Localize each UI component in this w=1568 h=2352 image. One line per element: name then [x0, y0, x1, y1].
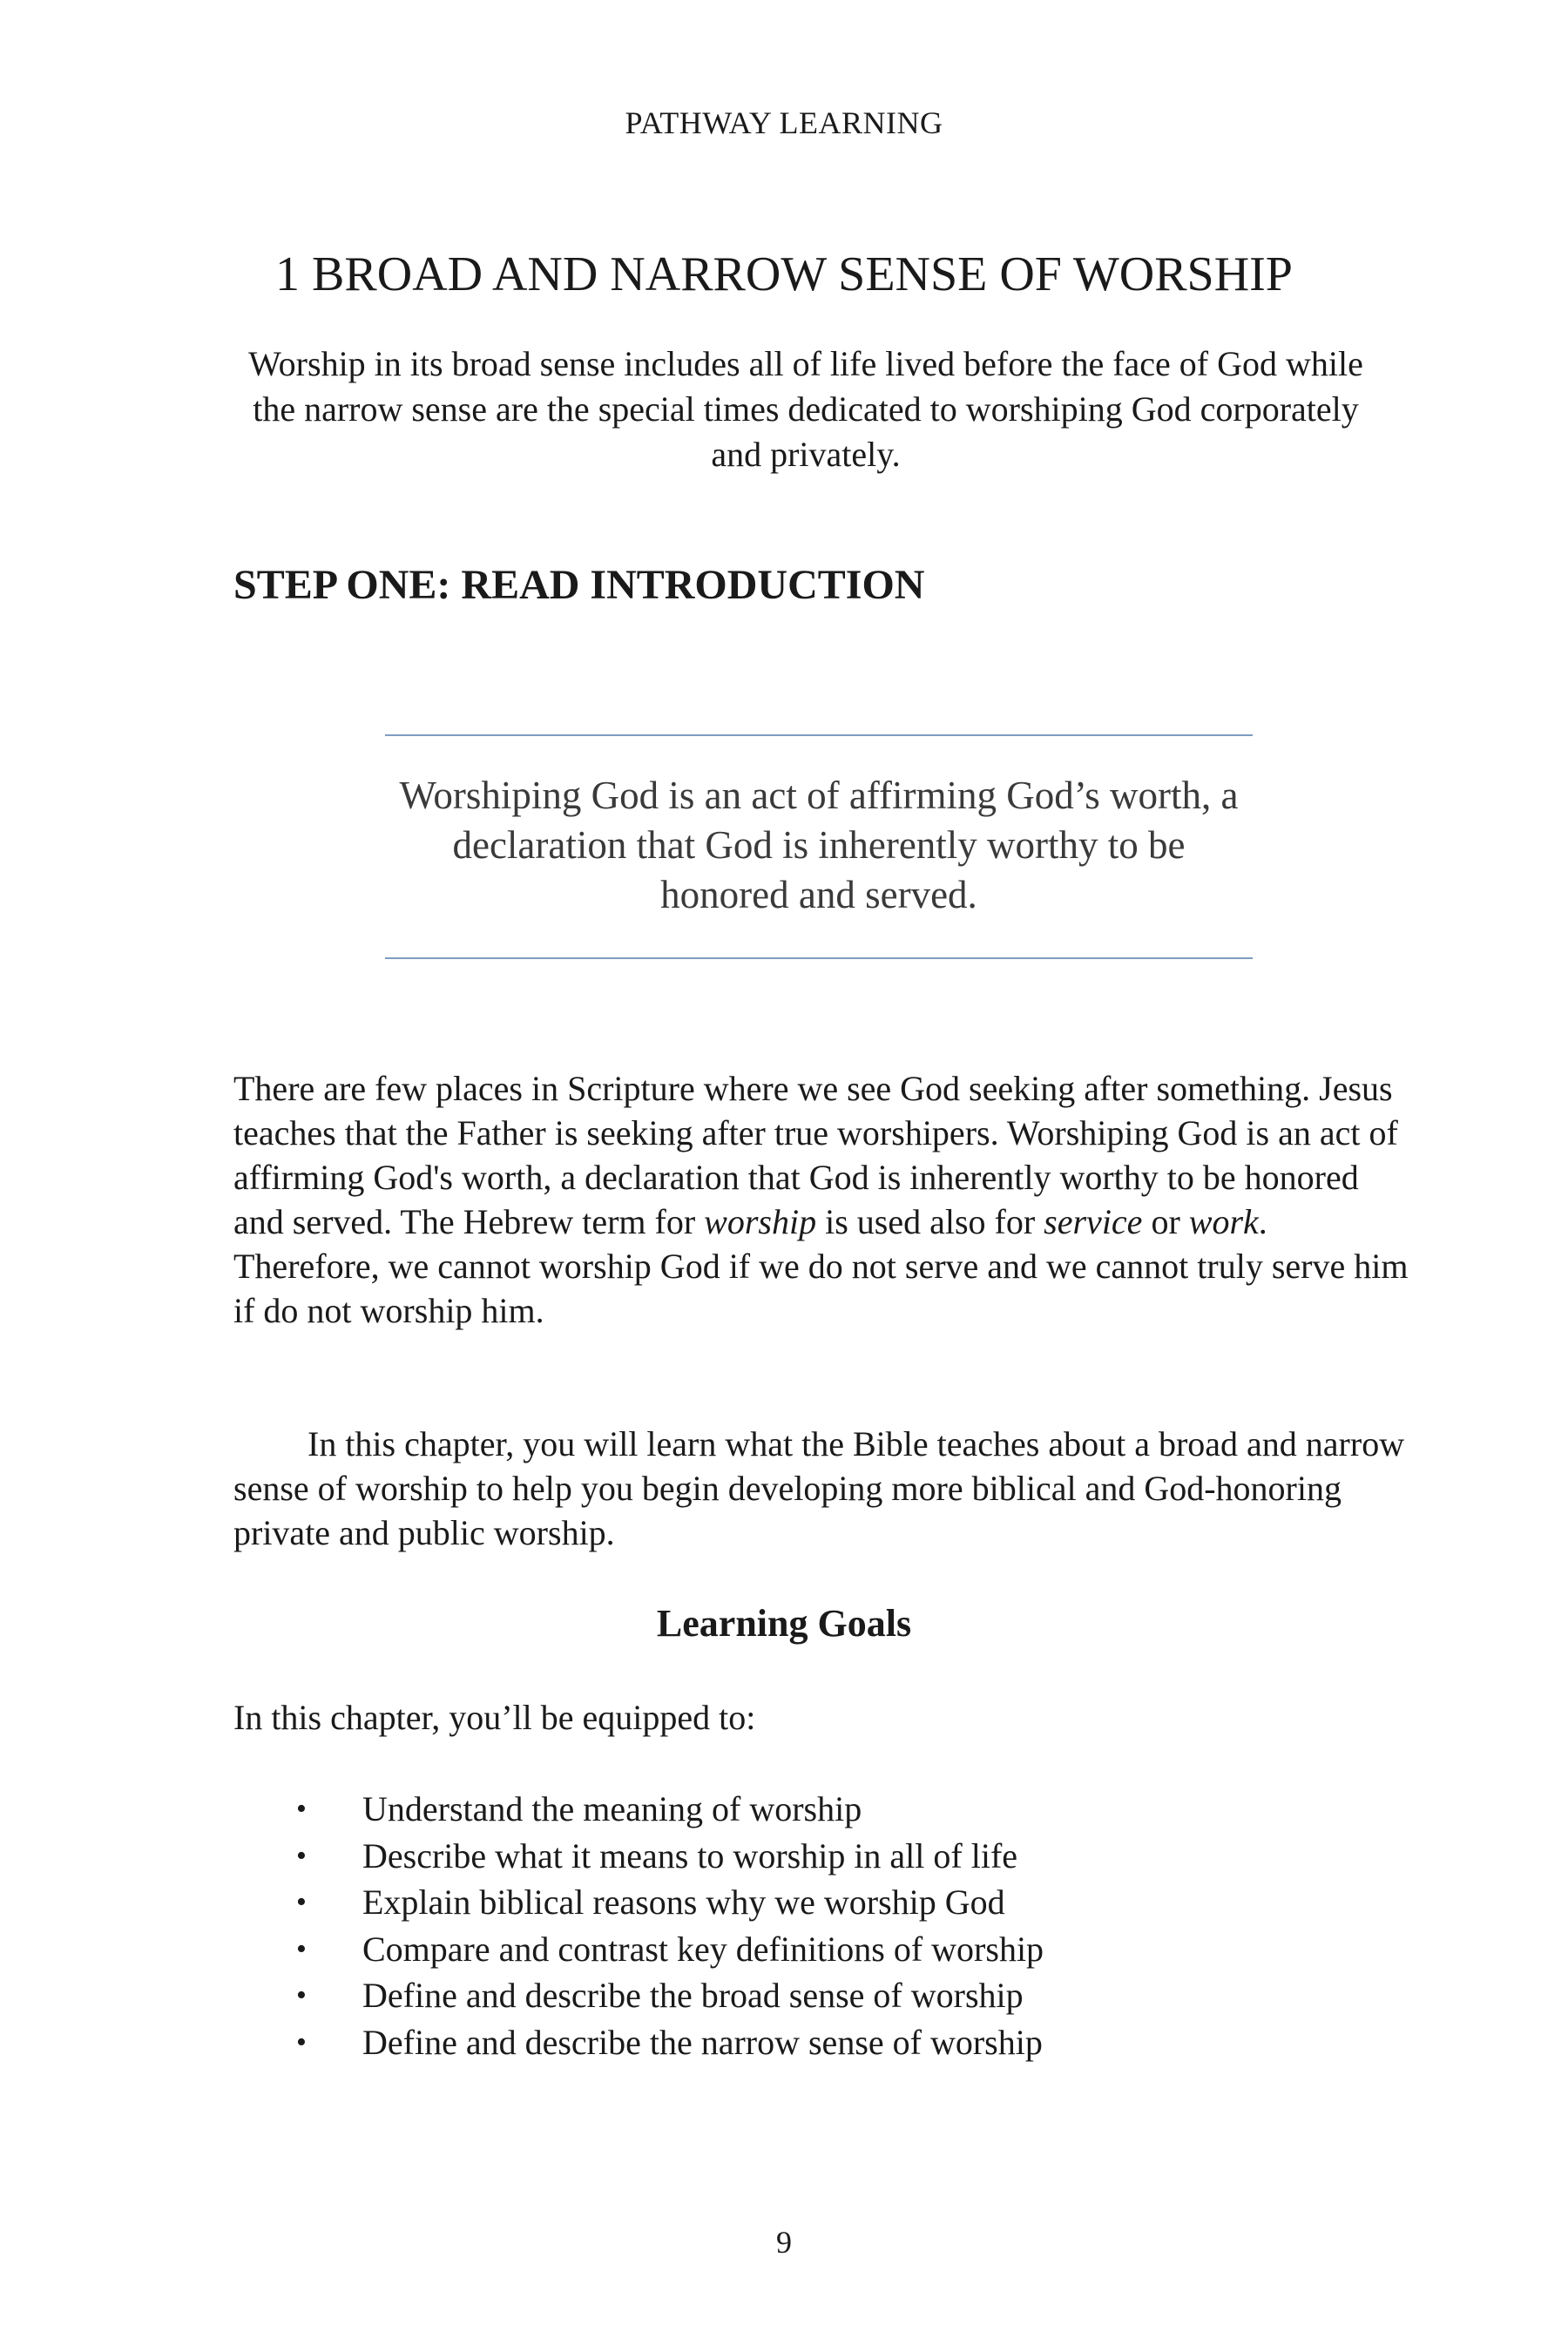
step-heading: STEP ONE: READ INTRODUCTION — [233, 562, 925, 608]
intro-paragraph-1 — [233, 1066, 1409, 1333]
learning-goal-text: Explain biblical reasons why we worship God — [362, 1882, 1005, 1922]
learning-goal-item — [233, 1833, 1366, 1880]
para1-text-4: . Therefore, we cannot worship God if we do not serve and we cannot truly serve him if do not worship him. — [233, 1202, 1409, 1330]
learning-goals-heading: Learning Goals — [656, 1602, 912, 1645]
learning-goal-text: Understand the meaning of worship — [362, 1789, 862, 1828]
learning-goal-item — [233, 2019, 1366, 2066]
learning-goal-item — [233, 1879, 1366, 1926]
learning-goal-item — [233, 1926, 1366, 1973]
pull-quote — [385, 734, 1253, 959]
para1-text-2: is used also for — [816, 1202, 1044, 1241]
italic-term-work: work — [1188, 1202, 1259, 1241]
pull-quote-text: Worshiping God is an act of affirming God’s worth, a declaration that God is inherently worthy to be honored and served. — [399, 774, 1239, 916]
bullet-icon: • — [296, 1886, 307, 1918]
learning-goal-text: Define and describe the broad sense of worship — [362, 1976, 1024, 2015]
running-header: PATHWAY LEARNING — [625, 105, 943, 140]
bullet-icon: • — [296, 1979, 307, 2011]
para1-text-1: There are few places in Scripture where we see God seeking after something. Jesus teaches that the Father is seeking after true worshipers. Worshiping God is an act of affirming God's worth, a declaration that God is inherently worthy to be honored and served. The Hebrew term for — [233, 1069, 1398, 1241]
intro-paragraph-2: In this chapter, you will learn what the Bible teaches about a broad and narrow sense of worship to help you begin developing more biblical and God-honoring private and public worship. — [233, 1424, 1405, 1552]
chapter-title: 1 BROAD AND NARROW SENSE OF WORSHIP — [275, 247, 1293, 301]
para1-text-3: or — [1142, 1202, 1189, 1241]
bullet-icon: • — [296, 1839, 307, 1872]
learning-goals-list — [233, 1786, 1366, 2065]
bullet-icon: • — [296, 1932, 307, 1965]
chapter-summary: Worship in its broad sense includes all of life lived before the face of God while the narrow sense are the special times dedicated to worshiping God corporately and privately. — [248, 344, 1363, 474]
learning-goal-text: Define and describe the narrow sense of worship — [362, 2022, 1043, 2062]
italic-term-worship: worship — [704, 1202, 817, 1241]
bullet-icon: • — [296, 2025, 307, 2058]
learning-goal-text: Compare and contrast key definitions of worship — [362, 1929, 1044, 1969]
learning-goal-item — [233, 1972, 1366, 2019]
bullet-icon: • — [296, 1793, 307, 1825]
italic-term-service: service — [1044, 1202, 1143, 1241]
learning-goal-item — [233, 1786, 1366, 1833]
page-number: 9 — [776, 2225, 792, 2260]
learning-goals-intro: In this chapter, you’ll be equipped to: — [233, 1698, 756, 1737]
learning-goal-text: Describe what it means to worship in all of life — [362, 1835, 1018, 1876]
